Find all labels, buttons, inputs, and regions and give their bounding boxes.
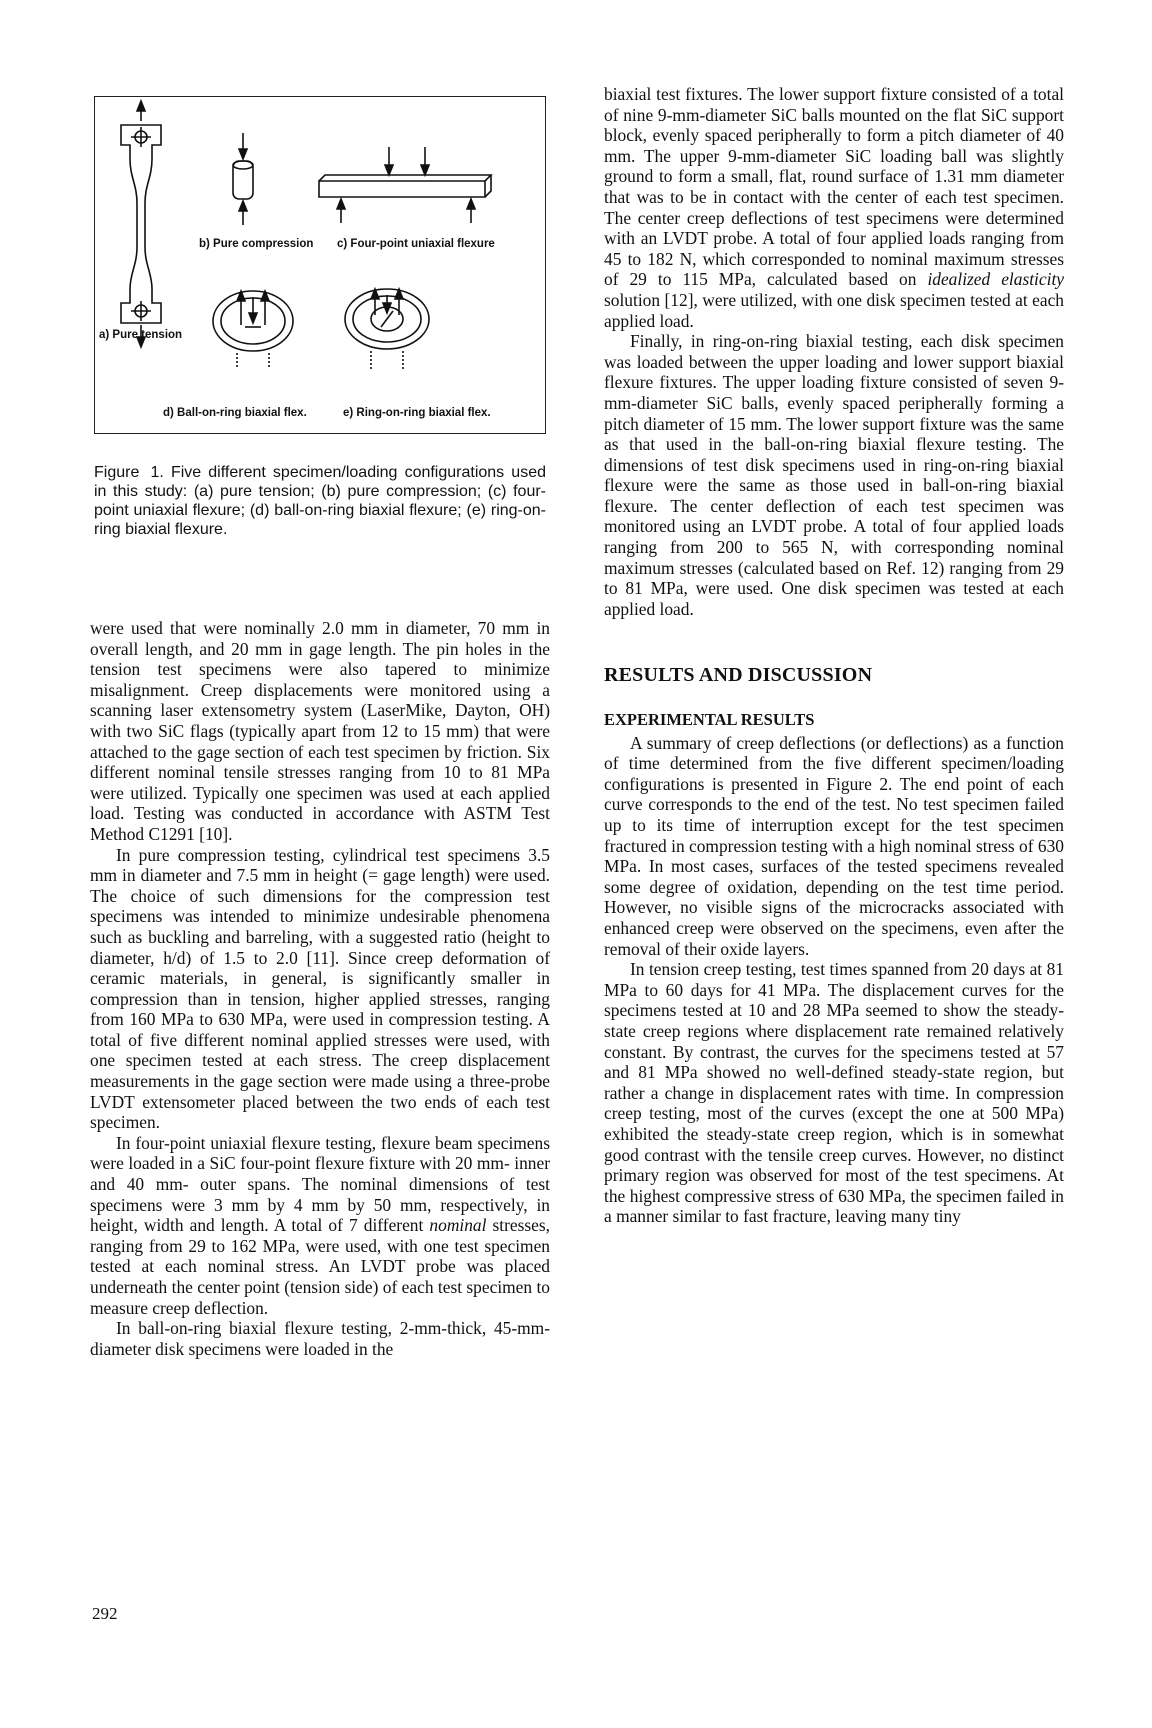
right-column-body (604, 84, 1064, 1227)
paragraph: were used that were nominally 2.0 mm in diameter, 70 mm in overall length, and 20 mm in gage length. The pin holes in the tension test specimens were also tapered to minimize misalignment. Creep displacements were monitored using a scanning laser extensometry system (LaserMike, Dayton, OH) with two SiC flags (typically apart from 12 to 15 mm) that were attached to the gage section of each test specimen by friction. Six different nominal tensile stresses ranging from 10 to 81 MPa were utilized. Typically one specimen was used at each applied load. Testing was conducted in accordance with ASTM Test Method C1291 [10]. (90, 618, 550, 844)
label-ball-on-ring: d) Ball-on-ring biaxial flex. (163, 407, 307, 419)
ring-on-ring-disk-icon (345, 289, 429, 369)
figure-caption (94, 463, 546, 539)
figure-1-diagram (94, 96, 546, 434)
paragraph (90, 1133, 550, 1318)
specimen-configurations-drawing (95, 97, 547, 435)
paragraph: Finally, in ring-on-ring biaxial testing, each disk specimen was loaded between the upper loading and lower support biaxial flexure fixtures. The upper loading fixture consisted of seven 9-mm-diameter SiC balls, evenly spaced peripherally forming a pitch diameter of 15 mm. The lower support fixture was the same as that used in the ball-on-ring biaxial flexure testing. The dimensions of test disk specimens used in ring-on-ring biaxial flexure were the same as those used in ball-on-ring biaxial flexure. The center deflection of each test specimen was monitored using an LVDT probe. A total of four applied loads ranging from 200 to 565 N, with corresponding nominal maximum stresses (calculated based on Ref. 12) ranging from 29 to 81 MPa, were used. One disk specimen was tested at each applied load. (604, 331, 1064, 619)
paragraph: In ball-on-ring biaxial flexure testing, 2-mm-thick, 45-mm-diameter disk specimens were loaded in the (90, 1318, 550, 1359)
text-run: biaxial test fixtures. The lower support fixture consisted of a total of nine 9-mm-diameter SiC balls mounted on the flat SiC support block, evenly spaced peripherally to form a pitch diameter of 40 mm. The upper 9-mm-diameter SiC loading ball was slightly ground to form a small, flat, round surface of 1.31 mm diameter that was to be in contact with the center of each test specimen. The center creep deflections of test specimens were determined with an LVDT probe. A total of four applied loads ranging from 45 to 182 N, which corresponded to nominal maximum stresses of 29 to 115 MPa, calculated based on (604, 84, 1064, 290)
figure-number: Figure 1. (94, 464, 164, 481)
section-heading: RESULTS AND DISCUSSION (604, 664, 873, 687)
emphasis: nominal (429, 1215, 487, 1236)
label-pure-compression: b) Pure compression (199, 238, 314, 250)
text-run: In four-point uniaxial flexure testing, flexure beam specimens were loaded in a SiC four-point flexure fixture with 20 mm- inner and 40 mm- outer spans. The nominal dimensions of test specimens were 3 mm by 4 mm by 50 mm, respectively, in height, width and length. A total of 7 different (90, 1132, 550, 1236)
compression-specimen-icon (233, 133, 253, 225)
left-column-body (90, 618, 550, 1359)
paragraph (604, 84, 1064, 331)
four-point-flexure-beam-icon (319, 147, 491, 223)
ball-on-ring-disk-icon (213, 291, 293, 369)
paragraph: In pure compression testing, cylindrical test specimens 3.5 mm in diameter and 7.5 mm in height (= gage length) were used. The choice of such dimensions for the compression test specimens was intended to minimize undesirable phenomena such as buckling and barreling, with a suggested ratio (height to diameter, h/d) of 1.5 to 2.0 [11]. Since creep deformation of ceramic materials, in general, is significantly smaller in compression than in tension, higher applied stresses, ranging from 160 MPa to 630 MPa, were used in compression testing. A total of five different nominal applied stresses were used, with one specimen tested at each stress. The creep displacement measurements in the gage section were made using a three-probe LVDT extensometer placed between the two ends of each test specimen. (90, 844, 550, 1133)
paragraph: In tension creep testing, test times spanned from 20 days at 81 MPa to 60 days for 41 MPa. The displacement curves for the specimens tested at 10 and 28 MPa seemed to show the steady-state creep regions where displacement rate remained relatively constant. By contrast, the curves for the specimens tested at 57 and 81 MPa showed no well-defined steady-state region, but rather a change in displacement rates with time. In compression creep testing, most of the curves (except the one at 500 MPa) exhibited the steady-state creep region, which is in somewhat good contrast with the tensile creep curves. However, no distinct primary region was observed for most of the test specimens. At the highest compressive stress of 630 MPa, the specimen failed in a manner similar to fast fracture, leaving many tiny (604, 959, 1064, 1227)
label-pure-tension: a) Pure tension (99, 329, 183, 341)
emphasis: idealized elasticity (927, 269, 1064, 290)
label-four-point-flexure: c) Four-point uniaxial flexure (337, 238, 495, 250)
tension-specimen-icon (121, 101, 161, 347)
figure-caption-text: Five different specimen/loading configurations used in this study: (a) pure tension; (b) pure compression; (c) four-point uniaxial flexure; (d) ball-on-ring biaxial flexure; (e) ring-on-ring biaxial flexure. (94, 464, 546, 538)
page-number: 292 (92, 1604, 118, 1623)
label-ring-on-ring: e) Ring-on-ring biaxial flex. (343, 407, 491, 419)
paragraph: A summary of creep deflections (or deflections) as a function of time determined from the five different specimen/loading configurations is presented in Figure 2. The end point of each curve corresponds to the end of the test. No test specimen failed up to its time of interruption except for the test specimen fractured in compression testing with a high nominal stress of 630 MPa. In most cases, surfaces of the tested specimens revealed some degree of oxidation, depending on the test time period. However, no visible signs of the microcracks associated with enhanced creep were observed on the specimens, even after the removal of their oxide layers. (604, 732, 1064, 959)
text-run: stresses, ranging from 29 to 162 MPa, were used, with one test specimen tested at each nominal stress. An LVDT probe was placed underneath the center point (tension side) of each test specimen to measure creep deflection. (90, 1215, 551, 1318)
text-run: solution [12], were utilized, with one disk specimen tested at each applied load. (604, 289, 1064, 331)
subsection-heading: EXPERIMENTAL RESULTS (604, 710, 815, 730)
